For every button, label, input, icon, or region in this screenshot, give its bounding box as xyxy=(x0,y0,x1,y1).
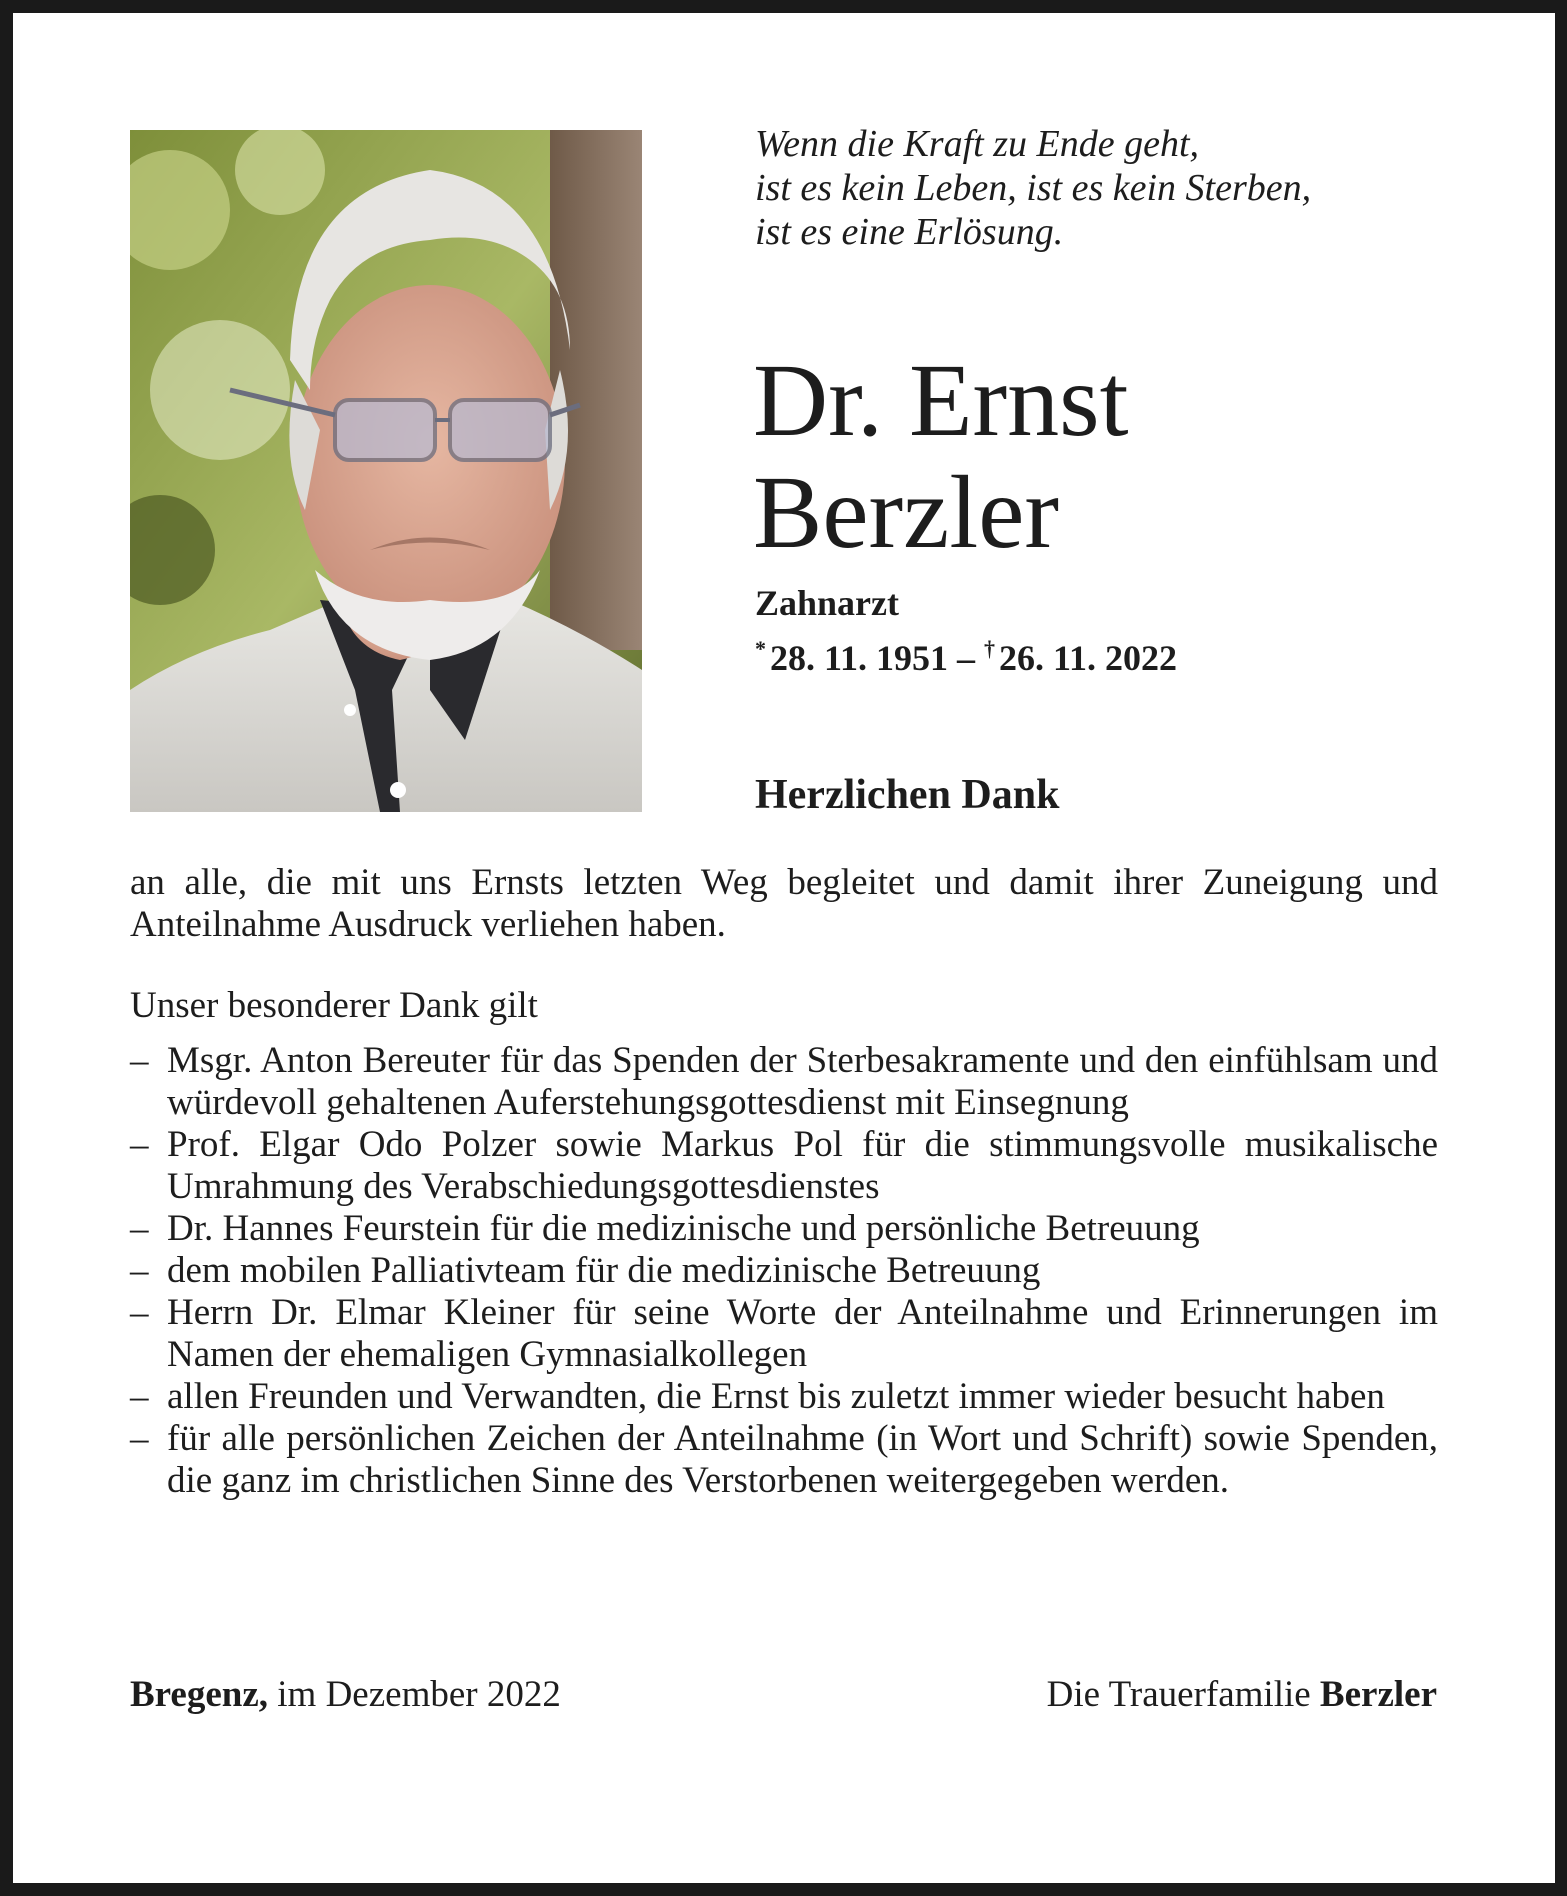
list-item-text: allen Freunden und Verwandten, die Ernst bis zuletzt immer wieder besucht haben xyxy=(167,1376,1385,1417)
family-name: Berzler xyxy=(1319,1674,1437,1715)
bullet: – xyxy=(130,1040,149,1081)
portrait-photo xyxy=(130,130,642,812)
quote xyxy=(755,122,1311,254)
special-thanks-intro: Unser besonderer Dank gilt xyxy=(130,985,538,1026)
death-symbol: † xyxy=(984,636,996,661)
death-date: 26. 11. 2022 xyxy=(999,638,1178,678)
list-item xyxy=(130,1376,1438,1418)
list-item xyxy=(130,1040,1438,1124)
list-item-text: für alle persönlichen Zeichen der Anteilnahme (in Wort und Schrift) sowie Spenden, die ganz im christlichen Sinne des Verstorbenen weitergegeben werden. xyxy=(167,1418,1438,1501)
life-dates xyxy=(755,628,1177,679)
list-item xyxy=(130,1250,1438,1292)
profession: Zahnarzt xyxy=(755,583,899,623)
name-line-1: Dr. Ernst xyxy=(753,343,1129,458)
deceased-name xyxy=(753,345,1129,569)
birth-date: 28. 11. 1951 xyxy=(770,638,949,678)
quote-line: ist es kein Leben, ist es kein Sterben, xyxy=(755,167,1312,209)
bullet: – xyxy=(130,1292,149,1333)
list-item-text: Herrn Dr. Elmar Kleiner für seine Worte der Anteilnahme und Erinnerungen im Namen der ehemaligen Gymnasialkollegen xyxy=(167,1292,1438,1375)
list-item xyxy=(130,1208,1438,1250)
list-item xyxy=(130,1418,1438,1502)
bullet: – xyxy=(130,1208,149,1249)
family-prefix: Die Trauerfamilie xyxy=(1046,1674,1311,1715)
date-separator: – xyxy=(957,638,976,678)
quote-line: ist es eine Erlösung. xyxy=(755,211,1064,253)
bullet: – xyxy=(130,1376,149,1417)
portrait-illustration xyxy=(130,130,642,812)
place-date xyxy=(130,1673,561,1717)
name-line-2: Berzler xyxy=(753,455,1060,570)
list-item xyxy=(130,1124,1438,1208)
thanks-list xyxy=(130,1040,1438,1502)
place: Bregenz, xyxy=(130,1674,269,1715)
thanks-heading: Herzlichen Dank xyxy=(755,772,1060,818)
list-item-text: Prof. Elgar Odo Polzer sowie Markus Pol für die stimmungsvolle musikalische Umrahmung des Verabschiedungsgottesdienstes xyxy=(167,1124,1438,1207)
date: im Dezember 2022 xyxy=(277,1674,561,1715)
bullet: – xyxy=(130,1250,149,1291)
list-item xyxy=(130,1292,1438,1376)
thanks-intro: an alle, die mit uns Ernsts letzten Weg begleitet und damit ihrer Zuneigung und Anteilnahme Ausdruck verliehen haben. xyxy=(130,862,1438,945)
bullet: – xyxy=(130,1418,149,1459)
quote-line: Wenn die Kraft zu Ende geht, xyxy=(755,123,1199,165)
birth-symbol: * xyxy=(755,636,766,661)
list-item-text: Msgr. Anton Bereuter für das Spenden der Sterbesakramente und den einfühlsam und würdevoll gehaltenen Auferstehungsgottesdienst mit Einsegnung xyxy=(167,1040,1438,1123)
signature xyxy=(1047,1673,1437,1717)
list-item-text: dem mobilen Palliativteam für die medizinische Betreuung xyxy=(167,1250,1041,1291)
bullet: – xyxy=(130,1124,149,1165)
list-item-text: Dr. Hannes Feurstein für die medizinische und persönliche Betreuung xyxy=(167,1208,1200,1249)
